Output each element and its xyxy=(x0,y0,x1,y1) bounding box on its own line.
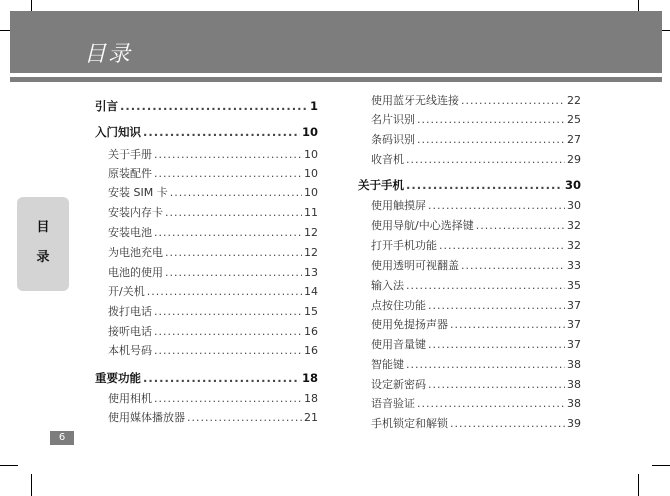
toc-page-number: 21 xyxy=(304,411,318,424)
toc-page-number: 27 xyxy=(567,133,581,146)
toc-dot-leader xyxy=(143,125,300,139)
toc-label: 安装电池 xyxy=(108,226,152,239)
toc-page-number: 38 xyxy=(567,358,581,371)
toc-label: 使用触摸屏 xyxy=(371,199,426,212)
toc-page-number: 13 xyxy=(304,266,318,279)
toc-label: 拨打电话 xyxy=(108,305,152,318)
toc-label: 设定新密码 xyxy=(371,378,426,391)
toc-label: 手机锁定和解锁 xyxy=(371,417,448,430)
toc-dot-leader xyxy=(165,206,302,220)
toc-dot-leader xyxy=(143,371,300,385)
toc-dot-leader xyxy=(154,344,302,358)
toc-dot-leader xyxy=(428,199,565,213)
toc-dot-leader xyxy=(165,266,302,280)
toc-label: 使用音量键 xyxy=(371,338,426,351)
toc-dot-leader xyxy=(406,279,565,293)
toc-page-number: 12 xyxy=(304,246,318,259)
toc-page-number: 35 xyxy=(567,279,581,292)
toc-dot-leader xyxy=(461,259,565,273)
toc-entry-row xyxy=(371,417,581,431)
toc-dot-leader xyxy=(461,94,565,108)
side-tab xyxy=(17,197,69,291)
toc-label: 为电池充电 xyxy=(108,246,163,259)
toc-page-number: 29 xyxy=(567,153,581,166)
toc-label: 原装配件 xyxy=(108,167,152,180)
toc-dot-leader xyxy=(450,318,565,332)
toc-dot-leader xyxy=(154,325,302,339)
toc-entry-row xyxy=(371,259,581,273)
toc-page-number: 37 xyxy=(567,299,581,312)
toc-label: 使用透明可视翻盖 xyxy=(371,259,459,272)
toc-entry-row xyxy=(108,186,318,200)
toc-label: 语音验证 xyxy=(371,397,415,410)
toc-entry-row xyxy=(108,325,318,339)
toc-dot-leader xyxy=(476,219,565,233)
header-rule xyxy=(10,77,662,82)
toc-label: 入门知识 xyxy=(95,125,141,139)
toc-entry-row xyxy=(108,266,318,280)
toc-entry-row xyxy=(108,206,318,220)
toc-page-number: 39 xyxy=(567,417,581,430)
toc-label: 重要功能 xyxy=(95,371,141,385)
toc-entry-row xyxy=(371,279,581,293)
toc-page-number: 30 xyxy=(564,178,581,192)
toc-label: 输入法 xyxy=(371,279,404,292)
toc-dot-leader xyxy=(417,397,565,411)
toc-entry-row xyxy=(371,219,581,233)
toc-dot-leader xyxy=(120,99,308,113)
toc-page-number: 16 xyxy=(304,325,318,338)
toc-dot-leader xyxy=(147,285,302,299)
toc-entry-row xyxy=(108,411,318,425)
toc-page-number: 30 xyxy=(567,199,581,212)
toc-entry-row xyxy=(371,113,581,127)
toc-entry-row xyxy=(108,344,318,358)
toc-page-number: 10 xyxy=(304,148,318,161)
toc-entry-row xyxy=(371,397,581,411)
toc-dot-leader xyxy=(428,378,565,392)
toc-dot-leader xyxy=(154,226,302,240)
toc-entry-row xyxy=(108,167,318,181)
crop-mark xyxy=(638,474,639,496)
toc-label: 引言 xyxy=(95,99,118,113)
toc-page-number: 10 xyxy=(301,125,318,139)
toc-entry-row xyxy=(371,358,581,372)
toc-label: 使用媒体播放器 xyxy=(108,411,185,424)
toc-dot-leader xyxy=(154,305,302,319)
toc-dot-leader xyxy=(406,153,565,167)
toc-dot-leader xyxy=(450,417,565,431)
toc-page-number: 32 xyxy=(567,219,581,232)
toc-entry-row xyxy=(371,153,581,167)
toc-label: 使用导航/中心选择键 xyxy=(371,219,474,232)
toc-label: 接听电话 xyxy=(108,325,152,338)
toc-label: 使用蓝牙无线连接 xyxy=(371,94,459,107)
toc-dot-leader xyxy=(165,246,302,260)
toc-entry-row xyxy=(371,94,581,108)
page-title: 目录 xyxy=(84,42,133,67)
toc-label: 收音机 xyxy=(371,153,404,166)
toc-dot-leader xyxy=(428,338,565,352)
side-tab-char-2: 录 xyxy=(36,250,50,265)
toc-page-number: 38 xyxy=(567,397,581,410)
crop-mark xyxy=(31,474,32,496)
toc-entry-row xyxy=(108,246,318,260)
toc-dot-leader xyxy=(439,239,565,253)
toc-page-number: 14 xyxy=(304,285,318,298)
toc-entry-row xyxy=(371,318,581,332)
toc-dot-leader xyxy=(170,186,302,200)
toc-page-number: 32 xyxy=(567,239,581,252)
toc-page-number: 18 xyxy=(301,371,318,385)
toc-dot-leader xyxy=(187,411,302,425)
toc-page-number: 1 xyxy=(309,99,318,113)
toc-dot-leader xyxy=(406,358,565,372)
toc-dot-leader xyxy=(417,113,565,127)
toc-label: 使用免提扬声器 xyxy=(371,318,448,331)
toc-entry-row xyxy=(371,338,581,352)
toc-entry-row xyxy=(371,378,581,392)
toc-label: 条码识别 xyxy=(371,133,415,146)
toc-entry-row xyxy=(108,148,318,162)
toc-dot-leader xyxy=(154,167,302,181)
toc-section-row xyxy=(95,125,318,139)
toc-entry-row xyxy=(108,285,318,299)
toc-section-row xyxy=(358,178,581,192)
toc-page-number: 18 xyxy=(304,392,318,405)
toc-dot-leader xyxy=(406,178,563,192)
toc-label: 安装 SIM 卡 xyxy=(108,186,168,199)
toc-entry-row xyxy=(108,392,318,406)
crop-mark xyxy=(0,465,18,466)
toc-entry-row xyxy=(371,299,581,313)
toc-page-number: 10 xyxy=(304,186,318,199)
toc-entry-row xyxy=(108,226,318,240)
toc-label: 使用相机 xyxy=(108,392,152,405)
side-tab-char-1: 目 xyxy=(36,220,50,235)
toc-dot-leader xyxy=(417,133,565,147)
toc-label: 打开手机功能 xyxy=(371,239,437,252)
toc-page-number: 37 xyxy=(567,338,581,351)
toc-page-number: 11 xyxy=(304,206,318,219)
toc-page-number: 12 xyxy=(304,226,318,239)
crop-mark xyxy=(652,465,670,466)
toc-dot-leader xyxy=(428,299,565,313)
toc-entry-row xyxy=(108,305,318,319)
toc-label: 安装内存卡 xyxy=(108,206,163,219)
toc-label: 电池的使用 xyxy=(108,266,163,279)
toc-label: 点按住功能 xyxy=(371,299,426,312)
toc-label: 开/关机 xyxy=(108,285,145,298)
toc-label: 智能键 xyxy=(371,358,404,371)
toc-section-row xyxy=(95,99,318,113)
toc-page-number: 33 xyxy=(567,259,581,272)
toc-dot-leader xyxy=(154,392,302,406)
toc-label: 名片识别 xyxy=(371,113,415,126)
toc-page-number: 38 xyxy=(567,378,581,391)
toc-page-number: 37 xyxy=(567,318,581,331)
toc-page-number: 10 xyxy=(304,167,318,180)
toc-dot-leader xyxy=(154,148,302,162)
toc-label: 本机号码 xyxy=(108,344,152,357)
page-number: 6 xyxy=(50,431,74,445)
toc-page-number: 25 xyxy=(567,113,581,126)
toc-label: 关于手机 xyxy=(358,178,404,192)
toc-label: 关于手册 xyxy=(108,148,152,161)
toc-entry-row xyxy=(371,199,581,213)
toc-page-number: 16 xyxy=(304,344,318,357)
toc-entry-row xyxy=(371,133,581,147)
toc-section-row xyxy=(95,371,318,385)
toc-entry-row xyxy=(371,239,581,253)
toc-page-number: 22 xyxy=(567,94,581,107)
toc-page-number: 15 xyxy=(304,305,318,318)
